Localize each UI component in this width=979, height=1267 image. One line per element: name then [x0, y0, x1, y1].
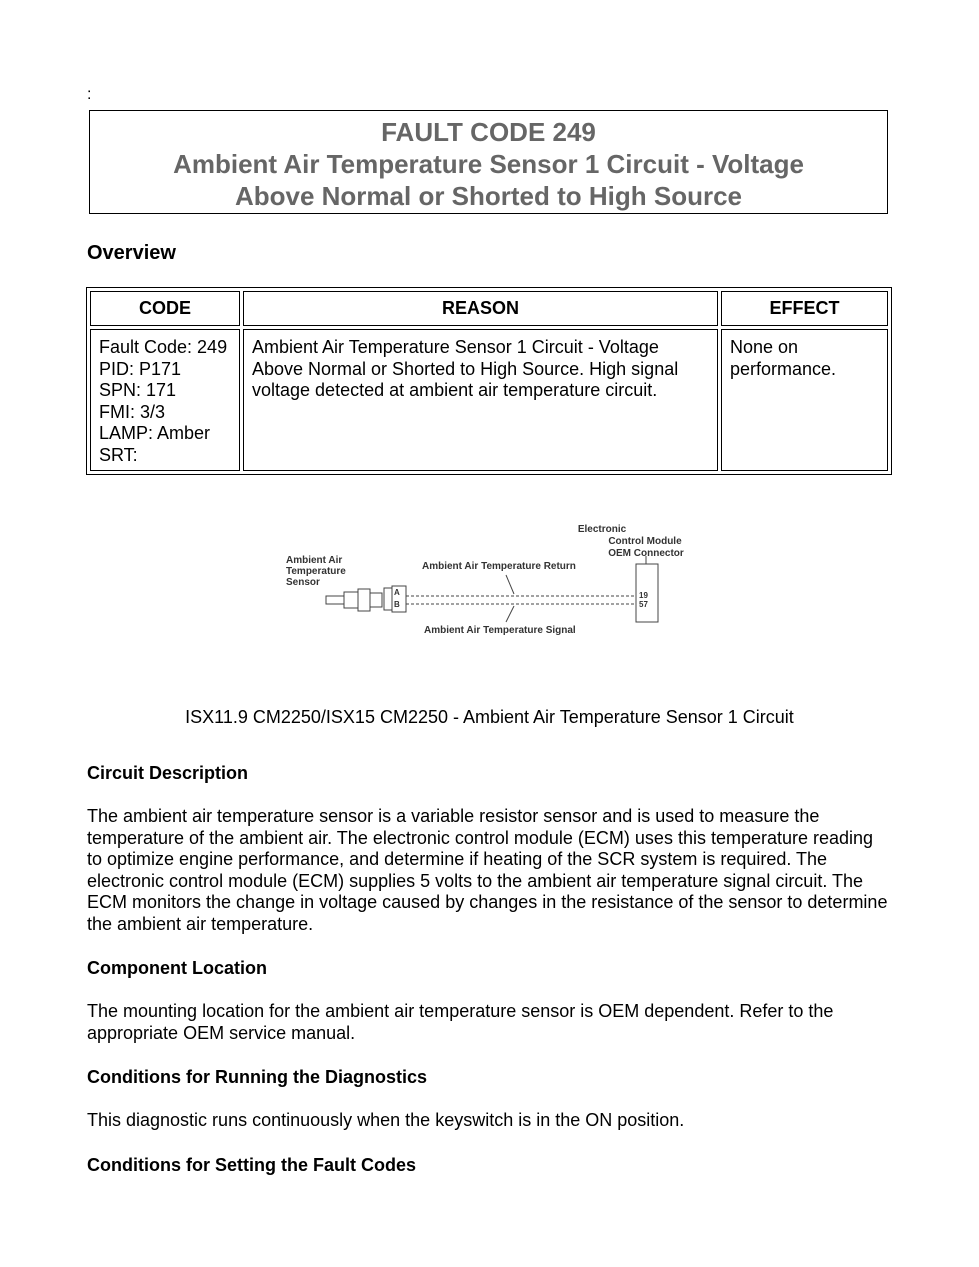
circuit-description-text: The ambient air temperature sensor is a variable resistor sensor and is used to measure the temperature of the ambient air. The electronic control module (ECM) uses this temperature reading to optimize engine performance, and determine if heating of the SCR system is required. The electronic control module (ECM) supplies 5 volts to the ambient air temperature signal circuit. The ECM monitors the change in voltage caused by changes in the resistance of the sensor to determine the ambient air temperature.	[87, 806, 888, 934]
ecm-label-line1: Electronic	[577, 524, 627, 535]
code-line: LAMP: Amber	[99, 423, 211, 443]
pin-a-label: A	[394, 588, 400, 597]
code-line: Fault Code: 249	[99, 337, 228, 357]
conditions-setting-heading: Conditions for Setting the Fault Codes	[87, 1155, 416, 1175]
table-row	[90, 329, 888, 471]
code-cell	[90, 329, 240, 471]
sensor-hex	[358, 589, 370, 611]
component-location-text: The mounting location for the ambient air temperature sensor is OEM dependent. Refer to the appropriate OEM service manual.	[87, 1001, 834, 1043]
page-colon: :	[87, 86, 92, 103]
connector-boot	[384, 588, 392, 610]
effect-cell: None on performance.	[721, 329, 888, 471]
code-line: PID: P171	[99, 358, 182, 379]
code-column-header: CODE	[90, 291, 240, 326]
component-location-heading: Component Location	[87, 958, 267, 978]
conditions-running-heading: Conditions for Running the Diagnostics	[87, 1067, 427, 1087]
sensor-label-line2: Temperature	[286, 566, 346, 577]
fault-code-subtitle-line2: Above Normal or Shorted to High Source	[234, 181, 743, 211]
code-line: SRT:	[99, 444, 138, 465]
code-line: FMI: 3/3	[99, 401, 166, 422]
sensor-body	[344, 592, 358, 608]
pin-19-label: 19	[639, 591, 648, 600]
sensor-label-line3: Sensor	[286, 577, 320, 588]
sensor-probe	[326, 596, 344, 604]
diagram-caption: ISX11.9 CM2250/ISX15 CM2250 - Ambient Air Temperature Sensor 1 Circuit	[185, 707, 794, 727]
circuit-diagram	[280, 518, 700, 708]
circuit-description-heading: Circuit Description	[87, 763, 249, 783]
ecm-label-line3: OEM Connector	[608, 548, 684, 559]
table-header-row	[90, 291, 888, 326]
signal-leader	[506, 606, 514, 622]
fault-code-title-box	[89, 110, 888, 214]
reason-cell: Ambient Air Temperature Sensor 1 Circuit - Voltage Above Normal or Shorted to High Source. High signal voltage detected at ambient air temperature circuit.	[243, 329, 718, 471]
fault-code-subtitle-line1: Ambient Air Temperature Sensor 1 Circuit - Voltage	[173, 149, 804, 179]
effect-column-header: EFFECT	[721, 291, 888, 326]
ecm-label-line2: Control Module	[608, 536, 682, 547]
overview-table	[86, 287, 892, 475]
pin-b-label: B	[394, 600, 400, 609]
reason-column-header: REASON	[243, 291, 718, 326]
conditions-running-text: This diagnostic runs continuously when the keyswitch is in the ON position.	[87, 1110, 685, 1130]
pin-57-label: 57	[639, 600, 648, 609]
overview-heading: Overview	[87, 242, 176, 264]
fault-code-title: FAULT CODE 249	[381, 117, 596, 147]
sensor-neck	[370, 593, 382, 607]
code-line: SPN: 171	[99, 380, 177, 400]
signal-wire-label: Ambient Air Temperature Signal	[424, 625, 576, 636]
sensor-label-line1: Ambient Air	[286, 555, 343, 566]
return-wire-label: Ambient Air Temperature Return	[422, 561, 576, 572]
return-leader	[506, 575, 514, 594]
